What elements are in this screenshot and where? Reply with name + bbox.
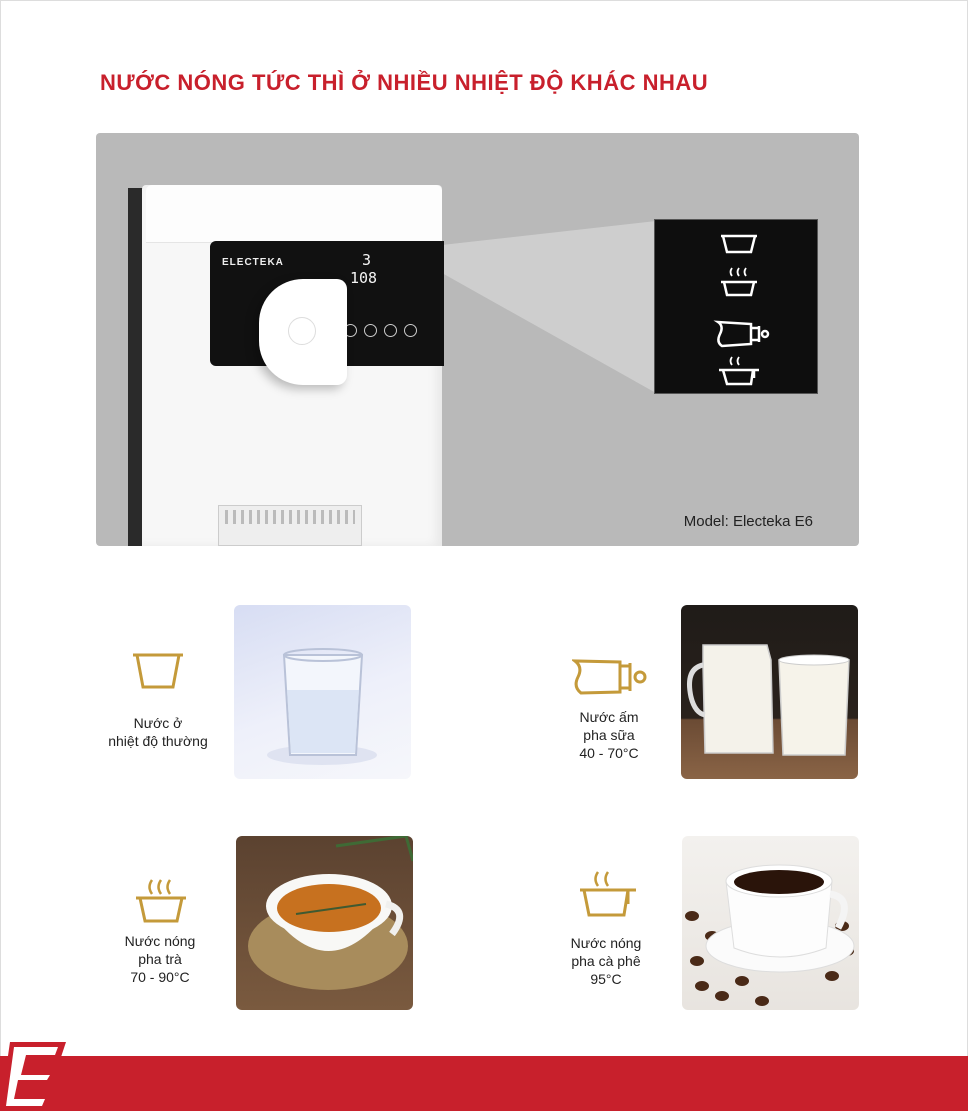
panel-buttons <box>344 324 417 337</box>
panel-button <box>384 324 397 337</box>
feature-label-room-temp: Nước ở nhiệt độ thường <box>108 715 208 749</box>
basin-icon <box>721 236 757 252</box>
icon-zoom-panel <box>654 219 818 394</box>
feature-label-tea: Nước nóng pha trà 70 - 90°C <box>124 933 196 985</box>
model-caption: Model: Electeka E6 <box>683 513 813 530</box>
photo-cup-of-coffee <box>682 836 859 1010</box>
page-title: NƯỚC NÓNG TỨC THÌ Ở NHIỀU NHIỆT ĐỘ KHÁC NHAU <box>100 70 709 95</box>
panel-button <box>404 324 417 337</box>
basin-icon <box>131 651 185 691</box>
baby-bottle-icon <box>572 658 648 696</box>
water-drop-icon <box>288 317 316 345</box>
glass-illustration <box>234 605 411 779</box>
footer-bar <box>0 1056 968 1111</box>
dispenser-nozzle <box>259 279 347 385</box>
steaming-basin-icon <box>134 876 188 924</box>
feature-label-coffee: Nước nóng pha cà phê 95°C <box>570 935 642 987</box>
photo-milk-jug-and-glass <box>681 605 858 779</box>
milk-illustration <box>681 605 858 779</box>
photo-glass-of-water <box>234 605 411 779</box>
tea-illustration <box>236 836 413 1010</box>
brand-e-logo <box>0 1040 78 1111</box>
display-temp: 108 <box>350 269 378 287</box>
display-top-digit: 3 <box>362 251 372 269</box>
display-readout <box>350 251 377 287</box>
hero-banner <box>96 133 859 546</box>
baby-bottle-icon <box>718 322 768 346</box>
steaming-basin-icon <box>721 268 757 295</box>
brand-logo: ELECTEKA <box>222 257 284 268</box>
feature-label-milk: Nước ấm pha sữa 40 - 70°C <box>579 709 639 761</box>
photo-cup-of-tea <box>236 836 413 1010</box>
coffee-illustration <box>682 836 859 1010</box>
steaming-pot-icon <box>578 868 638 918</box>
panel-button <box>364 324 377 337</box>
drip-tray <box>218 505 362 546</box>
steaming-pot-icon <box>719 357 759 384</box>
